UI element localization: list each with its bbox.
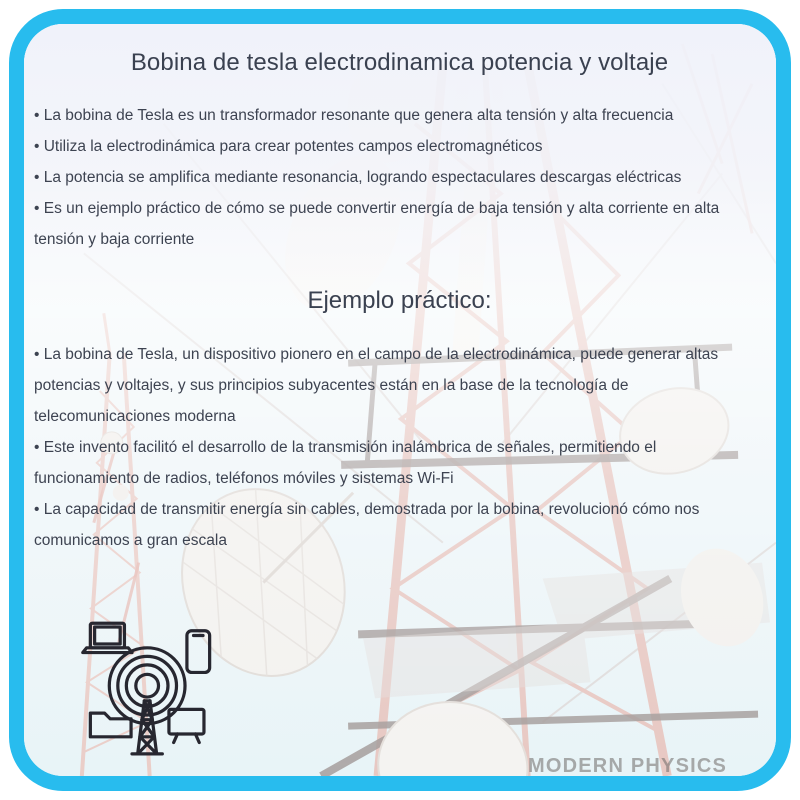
card-frame: [9, 9, 791, 791]
intro-bullet-list: [34, 100, 765, 255]
laptop-icon: [83, 623, 132, 652]
bullet-item: • La potencia se amplifica mediante resonancia, logrando espectaculares descargas eléctricas: [34, 169, 682, 186]
smartphone-icon: [187, 631, 210, 673]
radio-tower-icon: [132, 701, 162, 754]
broadcast-devices-icon: [79, 621, 221, 775]
signal-waves-icon: [109, 648, 185, 724]
bullet-item: • La bobina de Tesla, un dispositivo pionero en el campo de la electrodinámica, puede generar altas potencias y voltajes, y sus principios subyacentes están en la base de la tecnología de telecomunicaciones moderna: [34, 346, 719, 425]
bullet-item: • Utiliza la electrodinámica para crear potentes campos electromagnéticos: [34, 138, 543, 155]
bullet-item: • Es un ejemplo práctico de cómo se puede convertir energía de baja tensión y alta corriente en alta tensión y baja corriente: [34, 200, 720, 248]
page-title: Bobina de tesla electrodinamica potencia y voltaje: [130, 49, 669, 76]
bullet-item: • La bobina de Tesla es un transformador resonante que genera alta tensión y alta frecuencia: [34, 107, 674, 124]
watermark-logo: MODERN PHYSICS: [528, 755, 728, 777]
bullet-item: • Este invento facilitó el desarrollo de la transmisión inalámbrica de señales, permitiendo el funcionamiento de radios, teléfonos móviles y sistemas Wi-Fi: [34, 439, 657, 487]
example-bullet-list: [34, 339, 765, 556]
bullet-item: • La capacidad de transmitir energía sin cables, demostrada por la bobina, revolucionó cómo nos comunicamos a gran escala: [34, 501, 700, 549]
section-heading: Ejemplo práctico:: [307, 287, 492, 314]
card-white-rim: [1, 1, 799, 799]
